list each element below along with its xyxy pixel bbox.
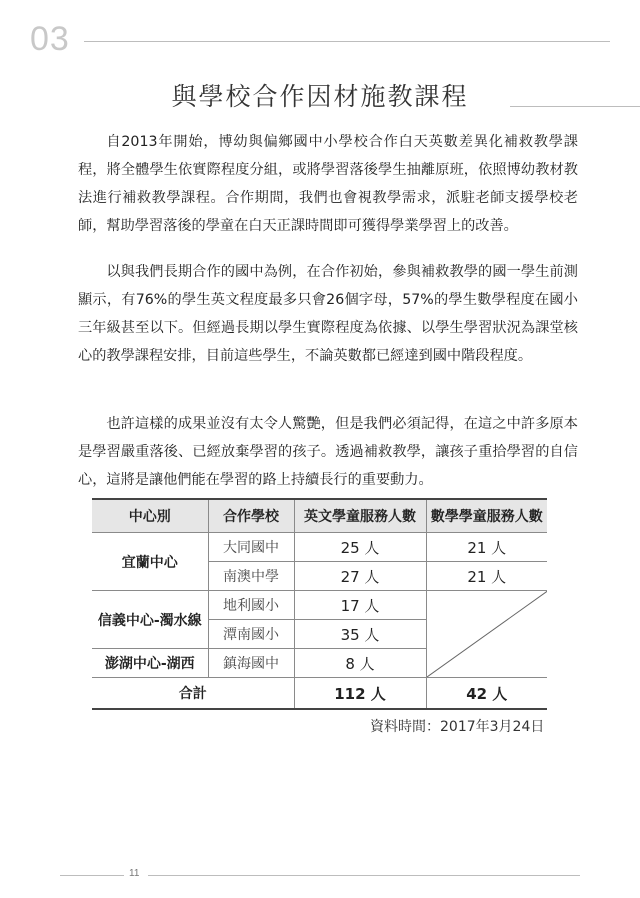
- table-row: [92, 533, 547, 562]
- school-cell: 大同國中: [208, 533, 294, 562]
- body-paragraph-3: 也許這樣的成果並沒有太令人驚艷，但是我們必須記得，在這之中許多原本是學習嚴重落後、已經放棄學習的孩子。透過補救教學，讓孩子重拾學習的自信心，這將是讓他們能在學習的路上持續長行的重要動力。: [78, 416, 578, 488]
- header-center: 中心別: [92, 499, 208, 533]
- total-english-cell: 112 人: [294, 678, 426, 710]
- english-count-cell: 35 人: [294, 620, 426, 649]
- body-paragraph-1: 自2013年開始，博幼與偏鄉國中小學校合作白天英數差異化補救教學課程，將全體學生依實際程度分組，或將學習落後學生抽離原班，依照博幼教材教法進行補救教學課程。合作期間，我們也會視教學需求，派駐老師支援學校老師，幫助學習落後的學童在白天正課時間即可獲得學業學習上的改善。: [78, 134, 578, 234]
- total-math-cell: 42 人: [426, 678, 547, 710]
- title-divider: [510, 106, 640, 107]
- total-label-cell: 合計: [92, 678, 294, 710]
- body-paragraph-2: 以與我們長期合作的國中為例，在合作初始，參與補救教學的國一學生前測顯示，有76%的學生英文程度最多只會26個字母，57%的學生數學程度在國小三年級甚至以下。但經過長期以學生實際程度為依據、以學生學習狀況為課堂核心的教學課程安排，目前這些學生，不論英數都已經達到國中階段程度。: [78, 264, 578, 364]
- school-cell: 潭南國小: [208, 620, 294, 649]
- math-count-cell: 21 人: [426, 562, 547, 591]
- table-total-row: [92, 678, 547, 710]
- chapter-number: 03: [30, 20, 70, 58]
- math-empty-diagonal-cell: [426, 591, 547, 678]
- diagonal-slash: [427, 591, 548, 677]
- table-header-row: [92, 499, 547, 533]
- header-school: 合作學校: [208, 499, 294, 533]
- school-cell: 鎮海國中: [208, 649, 294, 678]
- math-count-cell: 21 人: [426, 533, 547, 562]
- header-english: 英文學童服務人數: [294, 499, 426, 533]
- header-math: 數學學童服務人數: [426, 499, 547, 533]
- table-row: [92, 591, 547, 620]
- english-count-cell: 27 人: [294, 562, 426, 591]
- school-cell: 地利國小: [208, 591, 294, 620]
- school-cell: 南澳中學: [208, 562, 294, 591]
- center-cell: 信義中心-濁水線: [92, 591, 208, 649]
- english-count-cell: 8 人: [294, 649, 426, 678]
- page-number: 11: [129, 868, 140, 879]
- header-divider: [84, 41, 610, 42]
- center-cell: 澎湖中心-湖西: [92, 649, 208, 678]
- english-count-cell: 25 人: [294, 533, 426, 562]
- center-cell: 宜蘭中心: [92, 533, 208, 591]
- page-title: 與學校合作因材施教課程: [171, 81, 469, 111]
- data-date-note: 資料時間：2017年3月24日: [370, 719, 545, 735]
- service-table: [92, 498, 547, 710]
- english-count-cell: 17 人: [294, 591, 426, 620]
